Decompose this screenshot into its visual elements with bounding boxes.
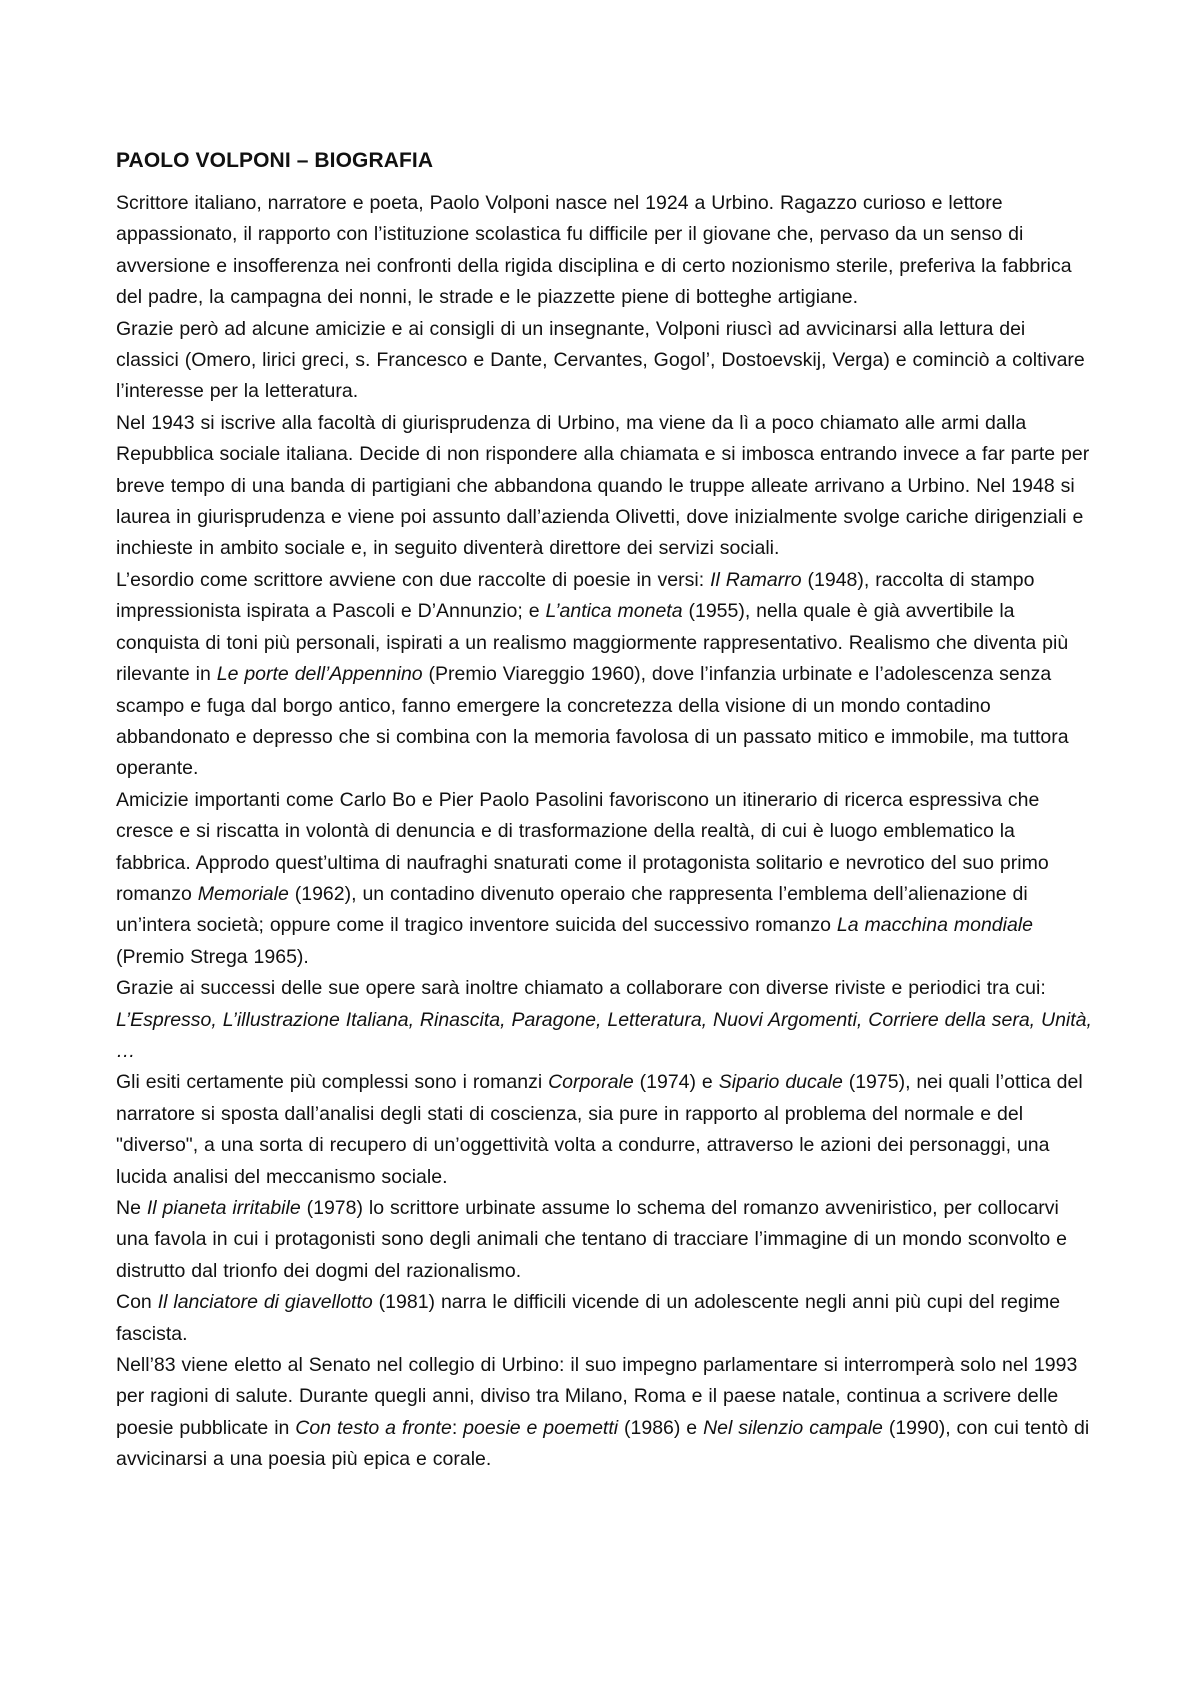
paragraph-text: Gli esiti certamente più complessi sono i romanzi [116,1071,549,1094]
paragraph-text: L’esordio come scrittore avviene con due raccolte di poesie in versi: [116,568,711,591]
paragraph-text: Grazie però ad alcune amicizie e ai consigli di un insegnante, Volponi riuscì ad avvicinarsi alla lettura dei classici (Omero, lirici greci, s. Francesco e Dante, Cervantes, Gogol’, Dostoevskij, Verga) e cominciò a coltivare l’interesse per la letteratura. [116,317,1085,403]
italic-title-text: Le porte dell’Appennino [216,663,423,686]
paragraph [116,1067,1092,1193]
italic-title-text: Con testo a fronte [295,1416,452,1439]
paragraph-text: Amicizie importanti come Carlo Bo e Pier Paolo Pasolini favoriscono un itinerario di ricerca espressiva che cresce e si riscatta in volontà di denuncia e di trasformazione della realtà, di cui è luogo emblematico la fabbrica. Approdo quest’ultima di naufraghi snaturati come il protagonista solitario e nevrotico del suo primo romanzo [116,788,1049,905]
italic-title-text: Sipario ducale [718,1071,843,1094]
document-title: PAOLO VOLPONI – BIOGRAFIA [116,149,434,172]
paragraph-text: : [451,1416,464,1439]
paragraph [116,408,1092,565]
paragraph-text: (1986) e [618,1416,704,1439]
paragraph-text: (1962), un contadino divenuto operaio che rappresenta l’emblema dell’alienazione di un’intera società; oppure come il tragico inventore suicida del successivo romanzo [116,882,1028,937]
paragraph-text: Scrittore italiano, narratore e poeta, Paolo Volponi nasce nel 1924 a Urbino. Ragazzo curioso e lettore appassionato, il rapporto con l’istituzione scolastica fu difficile per il giovane che, pervaso da un senso di avversione e insofferenza nei confronti della rigida disciplina e di certo nozionismo sterile, preferiva la fabbrica del padre, la campagna dei nonni, le strade e le piazzette piene di botteghe artigiane. [116,192,1072,309]
paragraph [116,565,1092,785]
italic-title-text: Memoriale [197,882,289,905]
paragraph-text: (Premio Strega 1965). [116,945,309,968]
document-body [116,188,1092,1476]
paragraph-text: Ne [116,1197,147,1219]
italic-title-text: Il pianeta irritabile [146,1197,301,1219]
paragraph-text: Grazie ai successi delle sue opere sarà inoltre chiamato a collaborare con diverse riviste e periodici tra cui: [116,977,1046,1000]
paragraph-text: (1990), con cui tentò di avvicinarsi a una poesia più epica e corale. [116,1416,1090,1471]
document-page [116,146,1092,1476]
paragraph-text: (1974) e [633,1071,719,1094]
italic-title-text: Il lanciatore di giavellotto [157,1291,373,1314]
paragraph [116,1287,1092,1350]
paragraph-text: (Premio Viareggio 1960), dove l’infanzia urbinate e l’adolescenza senza scampo e fuga dal borgo antico, fanno emergere la concretezza della visione di un mondo contadino abbandonato e depresso che si combina con la memoria favolosa di un passato mitico e immobile, ma tuttora operante. [116,663,1069,780]
paragraph-text: (1948), raccolta di stampo impressionista ispirata a Pascoli e D’Annunzio; e [116,568,1035,623]
paragraph [116,973,1092,1067]
paragraph [116,188,1092,314]
paragraph-text: Nell’83 viene eletto al Senato nel collegio di Urbino: il suo impegno parlamentare si interromperà solo nel 1993 per ragioni di salute. Durante quegli anni, diviso tra Milano, Roma e il paese natale, continua a scrivere delle poesie pubblicate in [116,1354,1078,1439]
paragraph-text: Nel 1943 si iscrive alla facoltà di giurisprudenza di Urbino, ma viene da lì a poco chiamato alle armi dalla Repubblica sociale italiana. Decide di non rispondere alla chiamata e si imbosca entrando invece a far parte per breve tempo di una banda di partigiani che abbandona quando le truppe alleate arrivano a Urbino. Nel 1948 si laurea in giurisprudenza e viene poi assunto dall’azienda Olivetti, dove inizialmente svolge cariche dirigenziali e inchieste in ambito sociale e, in seguito diventerà direttore dei servizi sociali. [116,411,1090,560]
italic-title-text: L’Espresso, L’illustrazione Italiana, Rinascita, Paragone, Letteratura, Nuovi Argomenti, Corriere della sera, Unità, … [116,1008,1092,1062]
paragraph-text: Con [116,1291,158,1314]
paragraph [116,1193,1092,1287]
paragraph [116,1350,1092,1476]
paragraph-text: (1955), nella quale è già avvertibile la conquista di toni più personali, ispirati a un realismo maggiormente rappresentativo. Realismo che diventa più rilevante in [116,600,1069,686]
italic-title-text: La macchina mondiale [836,914,1033,937]
italic-title-text: L’antica moneta [545,600,683,623]
paragraph-text: (1981) narra le difficili vicende di un adolescente negli anni più cupi del regime fascista. [116,1291,1061,1345]
italic-title-text: Il Ramarro [710,568,802,591]
paragraph [116,314,1092,408]
italic-title-text: Nel silenzio campale [703,1416,883,1439]
italic-title-text: Corporale [548,1071,634,1094]
paragraph-text: (1978) lo scrittore urbinate assume lo schema del romanzo avveniristico, per collocarvi una favola in cui i protagonisti sono degli animali che tentano di tracciare l’immagine di un mondo sconvolto e distrutto dal trionfo dei dogmi del razionalismo. [116,1197,1067,1282]
italic-title-text: poesie e poemetti [463,1416,619,1439]
paragraph-text: (1975), nei quali l’ottica del narratore si sposta dall’analisi degli stati di coscienza, sia pure in rapporto al problema del normale e del "diverso", a una sorta di recupero di un’oggettività volta a condurre, attraverso le azioni dei personaggi, una lucida analisi del meccanismo sociale. [116,1071,1083,1188]
paragraph [116,785,1092,973]
